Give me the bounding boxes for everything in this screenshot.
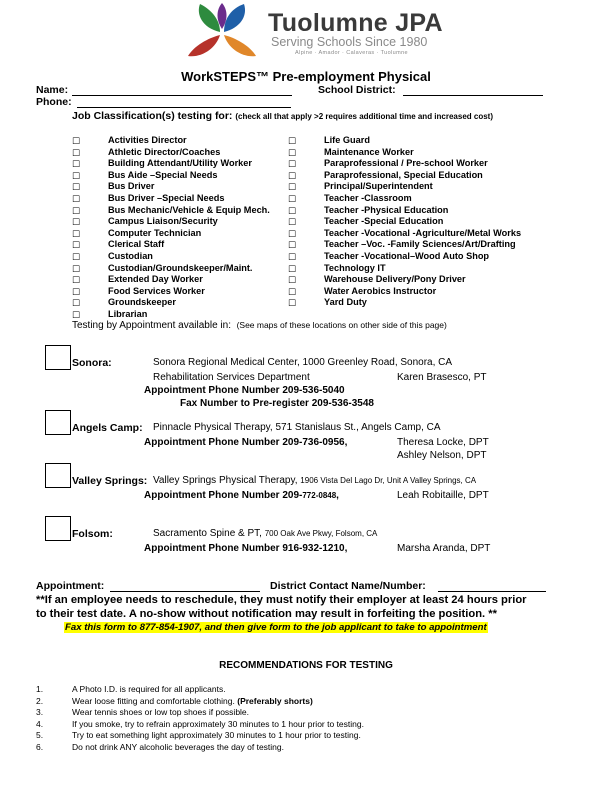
job-right-label: Life Guard (324, 135, 370, 145)
valley-springs-address-main: Valley Springs Physical Therapy, (153, 475, 298, 486)
angels-camp-checkbox[interactable] (45, 410, 71, 435)
job-right-checkbox[interactable]: □ (288, 159, 297, 170)
recommendation-text (72, 742, 284, 752)
job-right-label: Teacher -Classroom (324, 193, 412, 203)
job-left-checkbox[interactable]: □ (72, 275, 81, 286)
recommendation-text (72, 707, 249, 717)
job-right-checkbox[interactable]: □ (288, 147, 297, 158)
folsom-address (153, 528, 377, 539)
job-left-label: Activities Director (108, 135, 187, 145)
job-right-label: Teacher -Vocational -Agriculture/Metal Works (324, 227, 522, 238)
job-left-checkbox[interactable]: □ (72, 252, 81, 262)
job-right-checkbox[interactable]: □ (288, 228, 297, 239)
appointment-label: Appointment: (36, 580, 105, 592)
job-left-label: Custodian (108, 251, 153, 261)
job-right-checkbox[interactable]: □ (288, 252, 297, 262)
job-right-checkbox[interactable]: □ (288, 136, 297, 146)
job-left-label: Campus Liaison/Security (108, 216, 218, 227)
sonora-address: Sonora Regional Medical Center, 1000 Greenley Road, Sonora, CA (153, 357, 453, 368)
job-left-checkbox[interactable]: □ (72, 263, 81, 274)
recommendation-number: 1. (36, 684, 44, 694)
appointment-field[interactable] (110, 591, 260, 592)
logo-name: Tuolumne JPA (268, 9, 443, 37)
job-right-checkbox[interactable]: □ (288, 263, 297, 274)
job-right-label: Water Aerobics Instructor (324, 285, 437, 296)
job-left-label: Bus Mechanic/Vehicle & Equip Mech. (108, 204, 270, 215)
job-left-label: Athletic Director/Coaches (108, 146, 221, 157)
job-left-checkbox[interactable]: □ (72, 194, 81, 204)
angels-camp-label: Angels Camp: (72, 422, 143, 434)
sonora-contact: Karen Brasesco, PT (397, 372, 487, 383)
job-left-checkbox[interactable]: □ (72, 286, 81, 297)
job-left-label: Computer Technician (108, 227, 202, 238)
job-left-checkbox[interactable]: □ (72, 310, 81, 320)
logo-leaf-green (199, 4, 220, 32)
valley-springs-appointment-phone (144, 490, 339, 501)
school-district-label: School District: (318, 84, 396, 96)
sonora-department: Rehabilitation Services Department (153, 372, 310, 383)
recommendation-text (72, 730, 361, 740)
recommendation-text-main: Wear loose fitting and comfortable clothing. (72, 695, 235, 706)
folsom-label: Folsom: (72, 528, 113, 540)
reschedule-warning-line-2: to their test date. A no-show without notification may result in forfeiting the position. ** (36, 608, 497, 620)
valley-springs-label: Valley Springs: (72, 475, 148, 487)
job-left-label: Custodian/Groundskeeper/Maint. (108, 262, 253, 273)
job-right-checkbox[interactable]: □ (288, 182, 297, 193)
job-right-label: Paraprofessional / Pre-school Worker (324, 158, 488, 169)
phone-label: Phone: (36, 96, 72, 108)
testing-by-appointment-label: Testing by Appointment available in: (72, 320, 231, 331)
job-right-checkbox[interactable]: □ (288, 170, 297, 181)
job-left-checkbox[interactable]: □ (72, 298, 81, 309)
job-right-label: Technology IT (324, 262, 386, 273)
job-left-checkbox[interactable]: □ (72, 182, 81, 193)
recommendation-text (72, 719, 364, 729)
angels-camp-contact-2: Ashley Nelson, DPT (397, 450, 487, 461)
job-left-checkbox[interactable]: □ (72, 170, 81, 181)
recommendation-number: 6. (36, 741, 44, 752)
logo-mark (182, 2, 266, 58)
folsom-contact: Marsha Aranda, DPT (397, 543, 491, 554)
job-right-label: Yard Duty (324, 297, 367, 308)
angels-camp-address: Pinnacle Physical Therapy, 571 Stanislaus St., Angels Camp, CA (153, 422, 441, 433)
testing-by-appointment (72, 320, 447, 331)
logo-tagline: Serving Schools Since 1980 (271, 35, 428, 49)
job-right-label: Teacher -Physical Education (324, 204, 449, 215)
name-label: Name: (36, 84, 69, 96)
job-left-checkbox[interactable]: □ (72, 217, 81, 228)
job-classification-title: Job Classification(s) testing for: (72, 110, 233, 122)
phone-field[interactable] (77, 107, 291, 108)
job-right-label: Maintenance Worker (324, 146, 414, 157)
job-left-checkbox[interactable]: □ (72, 159, 81, 170)
sonora-fax: Fax Number to Pre-register 209-536-3548 (180, 398, 374, 409)
job-right-label: Teacher -Special Education (324, 216, 444, 227)
recommendation-number: 2. (36, 695, 44, 706)
job-left-checkbox[interactable]: □ (72, 240, 81, 251)
recommendation-number: 5. (36, 730, 44, 740)
folsom-checkbox[interactable] (45, 516, 71, 541)
recommendation-number: 3. (36, 707, 44, 717)
logo-counties: Alpine · Amador · Calaveras · Tuolumne (295, 50, 409, 56)
valley-springs-appt-label: Appointment Phone Number 209- (144, 490, 303, 501)
job-left-label: Groundskeeper (108, 297, 176, 308)
job-left-label: Clerical Staff (108, 239, 165, 250)
district-contact-label: District Contact Name/Number: (270, 580, 426, 592)
folsom-address-detail: 700 Oak Ave Pkwy, Folsom, CA (264, 529, 378, 538)
job-left-label: Bus Aide –Special Needs (108, 169, 218, 180)
valley-springs-contact: Leah Robitaille, DPT (397, 490, 489, 501)
job-left-checkbox[interactable]: □ (72, 147, 81, 158)
job-right-checkbox[interactable]: □ (288, 205, 297, 216)
folsom-address-main: Sacramento Spine & PT, (153, 528, 262, 539)
reschedule-warning-line-1: **If an employee needs to reschedule, they must notify their employer at least 24 hours prior (36, 594, 527, 606)
testing-note: (See maps of these locations on other side of this page) (236, 320, 447, 330)
recommendation-text-main: If you smoke, try to refrain approximately 30 minutes to 1 hour prior to testing. (72, 718, 364, 729)
job-left-label: Librarian (108, 309, 148, 319)
logo-leaf-red (188, 35, 220, 56)
job-right-label: Paraprofessional, Special Education (324, 169, 483, 180)
logo-leaf-orange (224, 35, 256, 56)
job-right-label: Teacher -Vocational–Wood Auto Shop (324, 251, 490, 261)
job-left-label: Food Services Worker (108, 285, 205, 296)
angels-camp-appointment-phone: Appointment Phone Number 209-736-0956, (144, 437, 348, 448)
valley-springs-checkbox[interactable] (45, 463, 71, 488)
job-left-checkbox[interactable]: □ (72, 205, 81, 216)
recommendation-text (72, 696, 313, 706)
recommendation-text-main: Wear tennis shoes or low top shoes if possible. (72, 707, 250, 717)
name-field[interactable] (72, 95, 292, 96)
job-right-checkbox[interactable]: □ (288, 298, 297, 309)
folsom-appointment-phone: Appointment Phone Number 916-932-1210, (144, 543, 348, 554)
logo-leaf-blue (224, 4, 245, 32)
valley-springs-appt-comma: , (336, 490, 339, 501)
sonora-checkbox[interactable] (45, 345, 71, 370)
job-left-checkbox[interactable]: □ (72, 228, 81, 239)
job-left-checkbox[interactable]: □ (72, 136, 81, 146)
recommendation-text-main: Do not drink ANY alcoholic beverages the day of testing. (72, 741, 284, 752)
job-right-label: Principal/Superintendent (324, 181, 433, 192)
job-left-label: Extended Day Worker (108, 274, 203, 285)
recommendation-text-main: A Photo I.D. is required for all applicants. (72, 684, 226, 694)
job-left-label: Bus Driver (108, 181, 155, 192)
recommendation-text-main: Try to eat something light approximately 30 minutes to 1 hour prior to testing. (72, 730, 361, 740)
valley-springs-appt-number: 772-0848 (302, 491, 337, 500)
recommendation-text-emphasis: (Preferably shorts) (237, 695, 313, 706)
recommendation-text (72, 684, 226, 694)
sonora-label: Sonora: (72, 357, 112, 369)
recommendation-number: 4. (36, 718, 44, 729)
job-classification-label (72, 110, 493, 122)
job-right-checkbox[interactable]: □ (288, 240, 297, 251)
job-classification-note: (check all that apply >2 requires additional time and increased cost) (235, 112, 493, 121)
school-district-field[interactable] (403, 95, 543, 96)
job-right-checkbox[interactable]: □ (288, 217, 297, 228)
job-left-label: Bus Driver –Special Needs (108, 193, 225, 203)
valley-springs-address-detail: 1906 Vista Del Lago Dr, Unit A Valley Springs, CA (300, 476, 477, 485)
angels-camp-contact-1: Theresa Locke, DPT (397, 437, 489, 448)
job-left-label: Building Attendant/Utility Worker (108, 158, 252, 169)
district-contact-field[interactable] (438, 591, 546, 592)
sonora-appointment-phone: Appointment Phone Number 209-536-5040 (144, 385, 345, 396)
job-right-checkbox[interactable]: □ (288, 286, 297, 297)
job-right-checkbox[interactable]: □ (288, 194, 297, 204)
fax-instruction: Fax this form to 877-854-1907, and then give form to the job applicant to take to appointment (65, 622, 487, 633)
page-title: WorkSTEPS™ Pre-employment Physical (181, 69, 431, 84)
job-right-label: Warehouse Delivery/Pony Driver (324, 274, 466, 285)
job-right-label: Teacher –Voc. -Family Sciences/Art/Drafting (324, 239, 516, 250)
job-right-checkbox[interactable]: □ (288, 275, 297, 286)
valley-springs-address (153, 475, 476, 486)
recommendations-title: RECOMMENDATIONS FOR TESTING (219, 660, 393, 671)
